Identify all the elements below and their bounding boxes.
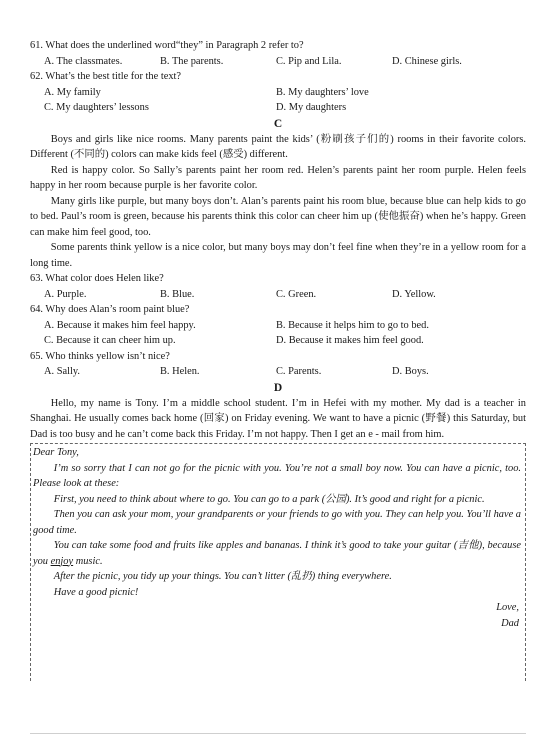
letter-paragraph-4-end: music.: [73, 555, 103, 567]
email-letter-box: [30, 443, 526, 681]
option-65-b: B. Helen.: [160, 366, 200, 377]
question-63: [30, 271, 526, 302]
option-64-a: A. Because it makes him feel happy.: [44, 319, 196, 331]
question-65-options: [30, 364, 526, 380]
option-61-c: C. Pip and Lila.: [276, 55, 342, 67]
option-65-d: D. Boys.: [392, 366, 429, 377]
question-62-options-row-2: [30, 100, 526, 116]
option-63-d: D. Yellow.: [392, 288, 436, 300]
option-62-d: D. My daughters: [276, 102, 347, 113]
letter-paragraph-2: First, you need to think about where to go. You can go to a park (公园). It’s good and right for a picnic.: [53, 493, 485, 505]
letter-signature: Dad: [501, 617, 519, 629]
letter-closing: Love,: [496, 602, 519, 613]
question-64-options-row-1: [30, 318, 526, 334]
option-61-d: D. Chinese girls.: [392, 55, 462, 67]
option-62-c: C. My daughters’ lessons: [44, 102, 149, 113]
underlined-word-enjoy: enjoy: [50, 555, 74, 567]
section-c-paragraph-4: Some parents think yellow is a nice color, but many boys may don’t feel fine when they’re in a yellow room for a long time.: [30, 242, 526, 269]
question-65: [30, 349, 526, 380]
section-c-paragraph-1: Boys and girls like nice rooms. Many parents paint the kids’ (粉刷孩子们的) rooms in their favorite colors. Different (不同的) colors can make kids feel (感受) different.: [30, 133, 526, 160]
section-c-paragraph-2: Red is happy color. So Sally’s parents paint her room red. Helen’s parents paint her room purple. Helen feels happy in her room because purple is her favorite color.: [30, 164, 526, 191]
question-64-options-row-2: [30, 333, 526, 349]
section-d-paragraph: Hello, my name is Tony. I’m a middle school student. I’m in Hefei with my mother. My dad is a teacher in Shanghai. He usually comes back home (回家) on Friday evening. We want to have a picnic (野餐) this Saturday, but Dad is too busy and he can’t come back this Friday. I’m not happy. Then I get an e - mail from him.: [30, 397, 526, 440]
question-62: [30, 69, 526, 116]
option-62-b: B. My daughters’ love: [276, 86, 369, 98]
option-65-c: C. Parents.: [276, 366, 322, 377]
question-61-stem: 61. What does the underlined word“they” in Paragraph 2 refer to?: [30, 40, 304, 51]
letter-greeting: Dear Tony,: [33, 447, 79, 458]
option-64-d: D. Because it makes him feel good.: [276, 335, 424, 346]
bottom-rule: [30, 733, 526, 734]
option-63-b: B. Blue.: [160, 288, 195, 300]
question-63-options: [30, 287, 526, 303]
section-c-heading: C: [273, 117, 283, 130]
question-62-options-row-1: [30, 85, 526, 101]
option-62-a: A. My family: [44, 86, 101, 98]
question-61-options: [30, 54, 526, 70]
question-62-stem: 62. What’s the best title for the text?: [30, 71, 182, 82]
letter-paragraph-1: I’m so sorry that I can not go for the picnic with you. You’re not a small boy now. You can have a picnic, too. Please look at these:: [33, 462, 521, 489]
letter-paragraph-5: After the picnic, you tidy up your things. You can’t litter (乱扔) thing everywhere.: [53, 571, 392, 582]
question-64: [30, 302, 526, 349]
option-64-c: C. Because it can cheer him up.: [44, 335, 176, 346]
option-65-a: A. Sally.: [44, 366, 80, 377]
letter-paragraph-4-start: You can take some food and fruits like apples and bananas. I think it’s good to take your guitar (吉他), because you: [33, 540, 521, 567]
option-64-b: B. Because it helps him to go to bed.: [276, 319, 429, 331]
letter-paragraph-3: Then you can ask your mom, your grandparents or your friends to go with you. They can help you. You’ll have a good time.: [33, 509, 521, 536]
question-63-stem: 63. What color does Helen like?: [30, 273, 164, 284]
letter-paragraph-6: Have a good picnic!: [53, 586, 139, 598]
question-64-stem: 64. Why does Alan’s room paint blue?: [30, 304, 190, 315]
option-61-b: B. The parents.: [160, 55, 224, 67]
section-c-paragraph-3: Many girls like purple, but many boys don’t. Alan’s parents paint his room blue, because blue can help kids to go to bed. Paul’s room is green, because his parents think this color can cheer him up (使他振奋) when he’s happy. Green can make him feel good, too.: [30, 195, 526, 238]
question-61: [30, 38, 526, 69]
question-65-stem: 65. Who thinks yellow isn’t nice?: [30, 350, 170, 362]
option-63-a: A. Purple.: [44, 288, 87, 300]
section-d-heading: D: [273, 381, 283, 394]
option-61-a: A. The classmates.: [44, 55, 123, 67]
option-63-c: C. Green.: [276, 288, 317, 300]
letter-paragraph-4: [33, 538, 521, 569]
